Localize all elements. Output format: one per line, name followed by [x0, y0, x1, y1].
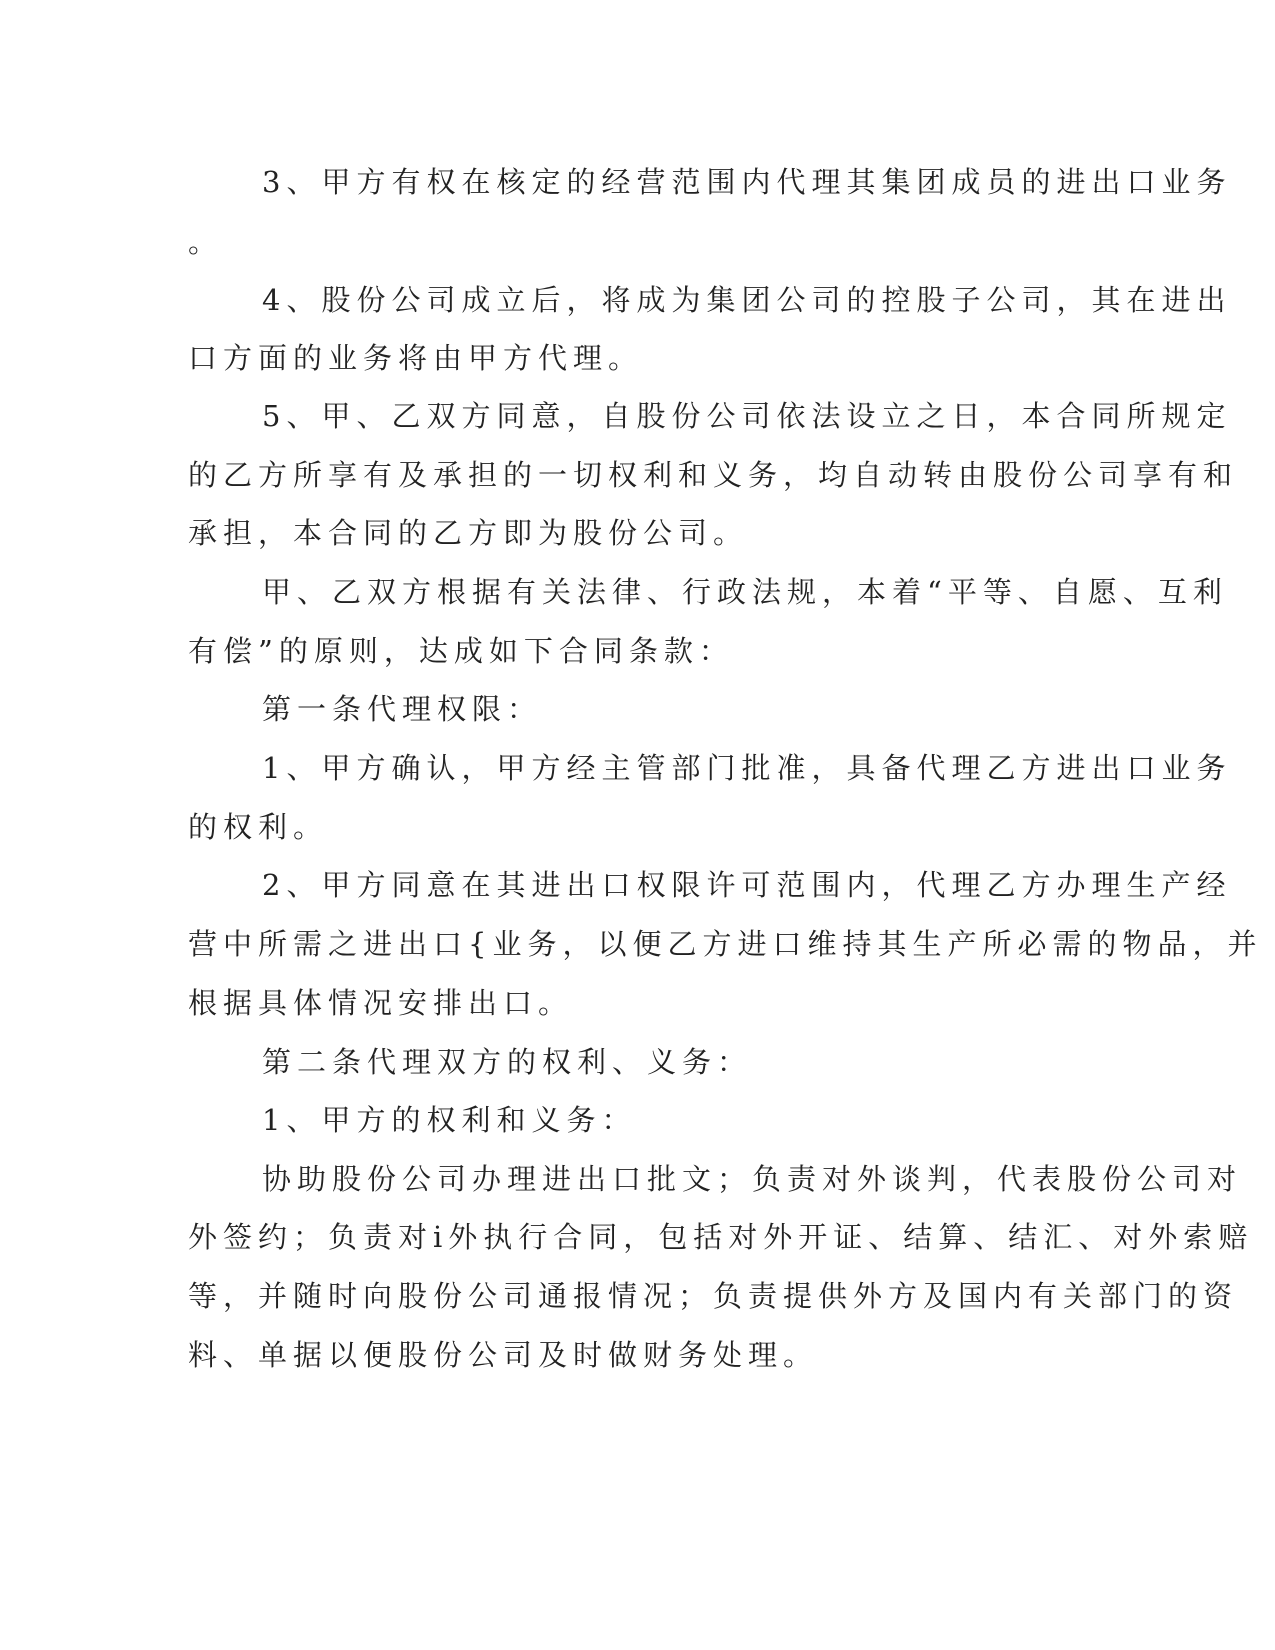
- preamble-line-1: 甲、乙双方根据有关法律、行政法规，本着“平等、自愿、互利: [262, 575, 1228, 609]
- article-2-item-1-line-2: 外签约；负责对i外执行合同，包括对外开证、结算、结汇、对外索赔: [188, 1220, 1254, 1254]
- article-1-heading: 第一条代理权限：: [262, 692, 543, 726]
- article-1-item-1-line-2: 的权利。: [188, 810, 329, 844]
- paragraph-3-line-2: 。: [188, 225, 224, 259]
- article-1-item-1-line-1: 1、甲方确认，甲方经主管部门批准，具备代理乙方进出口业务: [262, 751, 1232, 785]
- article-2-item-1-line-1: 协助股份公司办理进出口批文；负责对外谈判，代表股份公司对: [262, 1162, 1243, 1196]
- article-1-item-2-line-2: 营中所需之进出口{业务，以便乙方进口维持其生产所必需的物品，并: [188, 927, 1263, 961]
- article-2-heading: 第二条代理双方的权利、义务：: [262, 1045, 753, 1079]
- article-1-item-2-line-3: 根据具体情况安排出口。: [188, 986, 574, 1020]
- paragraph-3-line-1: 3、甲方有权在核定的经营范围内代理其集团成员的进出口业务: [262, 165, 1232, 199]
- article-2-item-1-heading: 1、甲方的权利和义务：: [262, 1103, 637, 1137]
- article-2-item-1-line-4: 料、单据以便股份公司及时做财务处理。: [188, 1338, 819, 1372]
- article-2-item-1-line-3: 等，并随时向股份公司通报情况；负责提供外方及国内有关部门的资: [188, 1279, 1239, 1313]
- paragraph-5-line-2: 的乙方所享有及承担的一切权利和义务，均自动转由股份公司享有和: [188, 458, 1239, 492]
- paragraph-4-line-2: 口方面的业务将由甲方代理。: [188, 341, 644, 375]
- paragraph-5-line-3: 承担，本合同的乙方即为股份公司。: [188, 516, 749, 550]
- paragraph-4-line-1: 4、股份公司成立后，将成为集团公司的控股子公司，其在进出: [262, 283, 1232, 317]
- article-1-item-2-line-1: 2、甲方同意在其进出口权限许可范围内，代理乙方办理生产经: [262, 868, 1232, 902]
- preamble-line-2: 有偿”的原则，达成如下合同条款：: [188, 634, 734, 668]
- paragraph-5-line-1: 5、甲、乙双方同意，自股份公司依法设立之日，本合同所规定: [262, 399, 1232, 433]
